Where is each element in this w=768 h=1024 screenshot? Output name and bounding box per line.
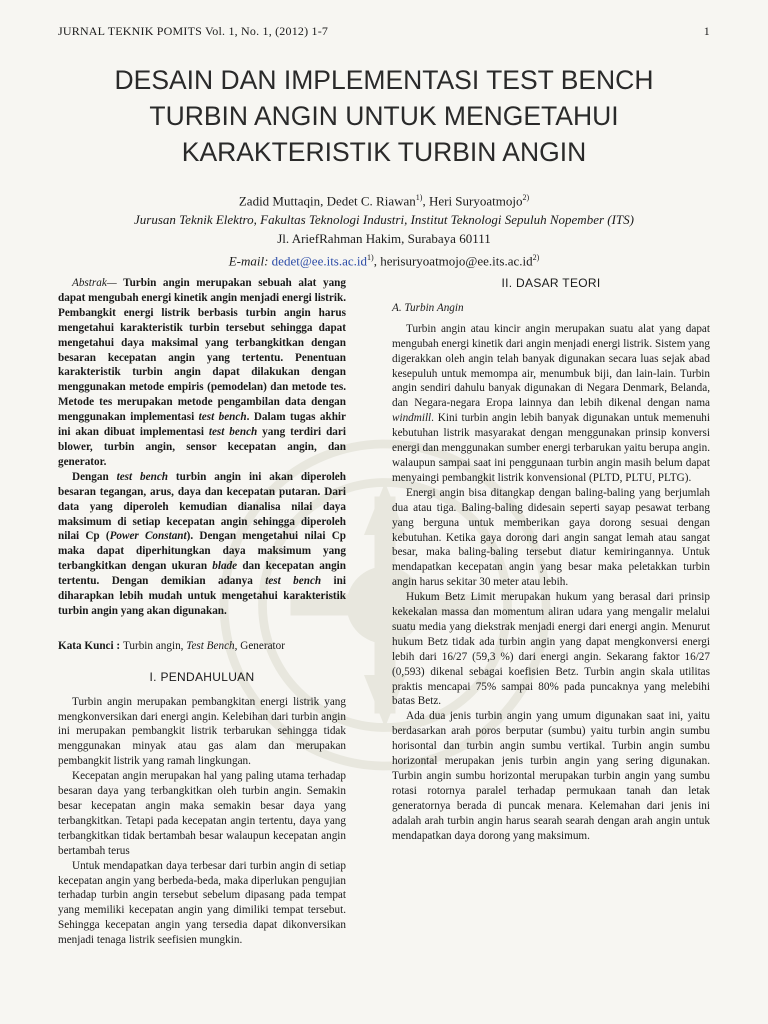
section-heading-pendahuluan: I. PENDAHULUAN [149,669,255,684]
abstract-paragraph-1 [58,276,346,470]
theory-paragraph-2: Energi angin bisa ditangkap dengan baling-baling yang berjumlah dua atau tiga. Baling-baling didesain seperti sayap pesawat terbang yang berguna untuk memberikan gaya dorong sesuai dengan kebutuhan. Ketika gaya dorong dari angin sangat lemah atau sangat besar, maka baling-baling tersebut diatur kemiringannya. Untuk mendapatkan kecepatan angin yang besar maka peletakkan turbin angin harus sekitar 30 meter atau lebih. [392,486,710,589]
abstract-lead: Abstrak— [72,277,117,289]
abstract-p1b: . Dalam tugas akhir ini akan dibuat implementasi [58,411,347,439]
author-names [40,188,728,210]
left-column [58,276,346,948]
keyword-3: , Generator [234,639,285,652]
author-sup-1: 1) [415,193,423,202]
keywords [58,639,346,654]
theory-p1a: Turbin angin atau kincir angin merupakan suatu alat yang dapat mengubah energi kinetik dari angin menjadi energi listrik. Sistem yang digerakkan oleh angin telah banyak digunakan secara luas sejak abad kesepuluh untuk memompa air, menumbuk biji, dan lain-lain. Turbin angin sendiri dahulu banyak digunakan di Negara Denmark, Belanda, dan Negara-negara Eropa lainnya dan lebih dikenal dengan nama [392,322,710,410]
abstract-p2b: turbin angin ini akan diperoleh besaran tegangan, arus, daya dan kecepatan putaran. Dari data yang diperoleh kemudian dianalisa nilai daya maksimum di setiap kecepatan angin sehingga diperoleh nilai Cp ( [58,470,346,543]
email-line [40,248,728,270]
abstract [58,276,346,619]
keyword-2: Test Bench [186,639,235,652]
abstract-paragraph-2 [58,470,346,619]
email-separator: , [373,253,381,269]
right-column [392,276,710,844]
abstract-p2-test-bench-2: test bench [265,575,322,588]
theory-paragraph-4: Ada dua jenis turbin angin yang umum digunakan saat ini, yaitu berdasarkan arah poros berputar (sumbu) yaitu turbin angin sumbu horisontal dan turbin angin sumbu vertikal. Turbin angin sumbu horizontal merupakan jenis turbin angin yang sering digunakan. Turbin angin sumbu horizontal merupakan turbin angin yang sumbu rotasi rotornya paralel terhadap permukaan tanah dan letak generatornya berada di puncak menara. Kelemahan dari jenis ini adalah arah turbin angin harus searah searah dengan arah angin untuk mendapatkan daya dorong yang maksimum. [392,710,710,842]
abstract-p1-test-bench-1: test bench [198,411,247,424]
address: Jl. AriefRahman Hakim, Surabaya 60111 [277,231,491,247]
email-label: E-mail: [228,253,272,269]
intro-paragraph-2: Kecepatan angin merupakan hal yang paling utama terhadap besaran daya yang terbangkitkan oleh turbin angin. Semakin besar kecepatan angin maka semakin besar daya yang terbangkitkan. Tetapi pada kecepatan angin tertentu, daya yang terbangkitkan tidak bertambah besar walaupun kecepatan angin bertambah terus [58,770,346,857]
journal-citation: JURNAL TEKNIK POMITS Vol. 1, No. 1, (2012) 1-7 [58,24,329,38]
abstract-p2-blade: blade [212,560,238,573]
title-line-1: DESAIN DAN IMPLEMENTASI TEST BENCH [114,65,654,95]
intro-paragraph-1: Turbin angin merupakan pembangkitan energi listrik yang mengkonversikan dari energi angin. Kelebihan dari turbin angin ini merupakan pembangkit listrik terbarukan sehingga tidak menggunakan minyak atau gas alam dan merupakan pembangkit listrik yang ramah lingkungan. [58,695,346,768]
title-line-3: KARAKTERISTIK TURBIN ANGIN [181,137,587,167]
author-sup-2: 2) [522,193,530,202]
abstract-p2c: ). Dengan mengetahui nilai Cp maka dapat diperhitungkan daya maksimum yang terbangkitkan dengan ukuran [58,530,347,573]
email-sup-1: 1) [367,253,374,263]
title-line-2: TURBIN ANGIN UNTUK MENGETAHUI [149,101,619,131]
abstract-p1a: Turbin angin merupakan sebuah alat yang dapat mengubah energi kinetik angin menjadi energi listrik. Pembangkit energi listrik berbasis turbin angin harus mengetahui karakteristik turbin tersebut sehingga dapat mengetahui daya maksimal yang terbangkitkan dengan besaran kecepatan angin yang tertentu. Penentuan karakteristik turbin angin dapat dilakukan dengan menggunakan metode empiris (pemodelan) dan metode tes. Metode tes merupakan metode pengambilan data dengan menggunakan implementasi [58,277,346,424]
email-2: herisuryoatmojo@ee.its.ac.id [380,253,533,269]
abstract-p2d: dan kecepatan angin tertentu. Dengan demikian adanya [58,560,346,588]
theory-paragraph-1 [392,322,710,486]
section-heading-dasar-teori: II. DASAR TEORI [501,276,601,290]
keyword-1: Turbin angin, [122,639,187,652]
abstract-p1-test-bench-2: test bench [208,426,258,439]
theory-paragraph-3: Hukum Betz Limit merupakan hukum yang berasal dari prinsip kekekalan massa dan momentum aliran udara yang mengalir melalui suatu media yang diekstrak menjadi energi dari energi angin. Menurut hukum Betz tidak ada turbin angin yang dapat mengkonversi energi lebih dari 16/27 (59,3 %) dari energi angin. Sekarang faktor 16/27 (0,593) dikenal sebagai koefisien Betz. Turbin angin skala utilitas praktis mencapai 75% sampai 80% pada puncaknya yang melebihi batas Betz. [392,591,710,708]
author-names-b: , Heri Suryoatmojo [422,193,523,209]
abstract-p2e: ini diharapkan lebih mudah untuk mengetahui karakteristik turbin angin yang akan digunakan. [58,575,346,617]
intro-paragraph-3: Untuk mendapatkan daya terbesar dari turbin angin di setiap kecepatan angin yang berbeda-beda, maka diperlukan pengujian terhadap turbin angin tersebut sebelum dipasang pada tempat yang memiliki kecepatan angin yang dimiliki tempat tersebut. Sehingga kecepatan angin yang tersedia dapat dikonversikan menjadi tenaga listrik seefisien mungkin. [58,859,346,947]
abstract-p2a: Dengan [72,470,117,483]
affiliation: Jurusan Teknik Elektro, Fakultas Teknologi Industri, Institut Teknologi Sepuluh Nopember (ITS) [134,212,634,228]
abstract-p2-test-bench-1: test bench [116,470,169,483]
subsection-heading-turbin-angin: A. Turbin Angin [392,301,464,314]
theory-p1b: . Kini turbin angin lebih banyak digunakan untuk memenuhi kebutuhan listrik masyarakat dengan menggunakan prinsip konversi energi dan menggunakan sumber energi terbarukan yaitu berupa angin. walaupun sampai saat ini penggunaan turbin angin masih belum dapat menyaingi pembangkit listrik konvensional (PLTD, PLTU, PLTG). [392,412,711,484]
page-number: 1 [703,24,710,38]
keywords-label: Kata Kunci : [58,639,123,652]
running-header [58,24,710,39]
email-sup-2: 2) [532,253,540,263]
email-link-1[interactable]: dedet@ee.its.ac.id [271,253,368,269]
theory-p1-windmill: windmill [392,412,432,425]
abstract-p1c: yang terdiri dari blower, turbin angin, sensor kecepatan angin, dan generator. [58,426,346,468]
paper-title [40,62,728,170]
abstract-p2-power-constant: Power Constant [109,530,187,543]
author-names-a: Zadid Muttaqin, Dedet C. Riawan [238,193,416,209]
author-block [40,188,728,271]
